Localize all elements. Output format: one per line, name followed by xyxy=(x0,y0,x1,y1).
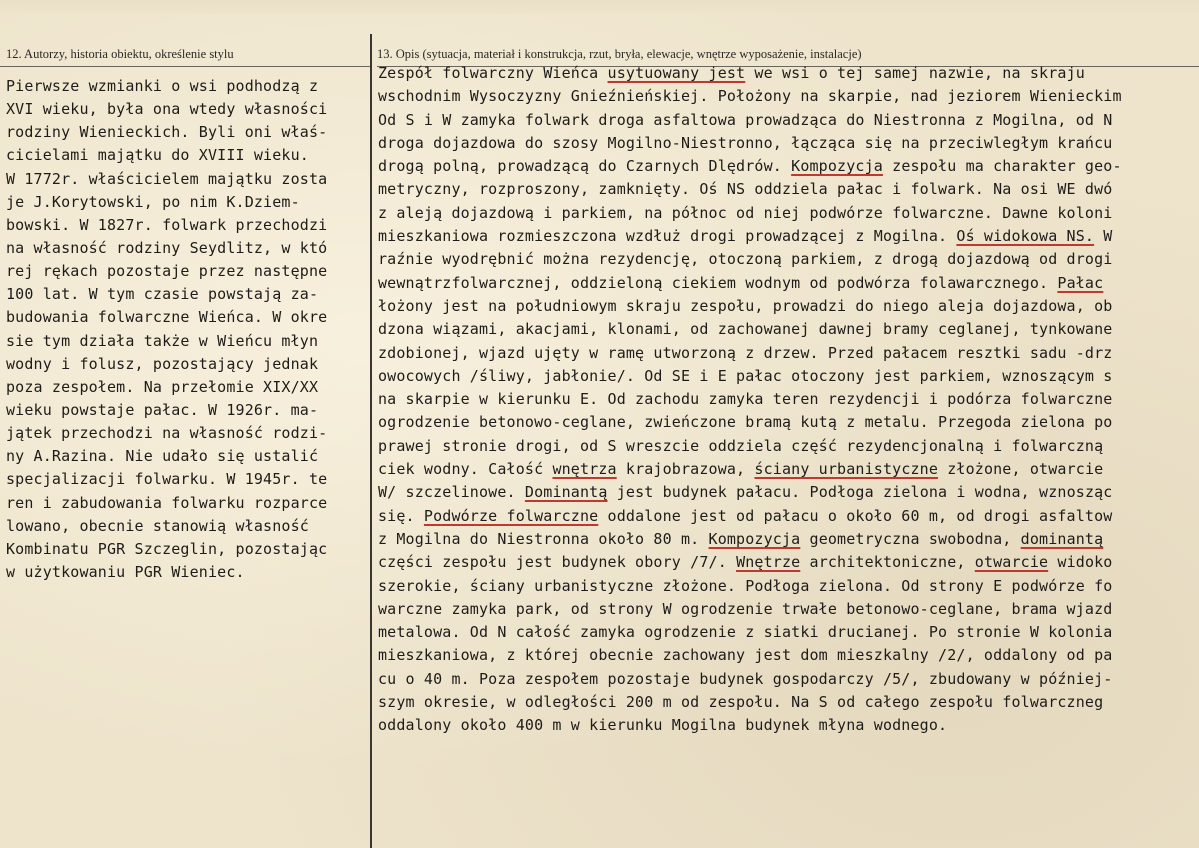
text-segment: Od S i W zamyka folwark droga asfaltowa prowadząca do Niestronna z Mogilna, od N xyxy=(378,110,1113,129)
history-text-line: 100 lat. W tym czasie powstają za- xyxy=(6,285,319,304)
history-text-line: specjalizacji folwarku. W 1945r. te xyxy=(6,470,328,489)
description-text-line xyxy=(378,598,1199,621)
text-segment: wewnątrzfolwarcznej, oddzieloną ciekiem wodnym od podwórza folawarcznego. xyxy=(378,273,1058,292)
text-segment: raźnie wyodrębnić można rezydencję, otoczoną parkiem, z drogą dojazdową od drogi xyxy=(378,250,1113,269)
text-segment: warczne zamyka park, od strony W ogrodzenie trwałe betonowo-ceglane, brama wjazd xyxy=(378,599,1113,618)
history-text-line: lowano, obecnie stanowią własność xyxy=(6,516,309,535)
description-text-line xyxy=(378,691,1199,714)
description-text-line xyxy=(378,551,1199,574)
description-text-line xyxy=(378,132,1199,155)
description-text-line xyxy=(378,435,1199,458)
text-segment: wschodnim Wysoczyzny Gnieźnieńskiej. Położony na skarpie, nad jeziorem Wienieckim xyxy=(378,87,1122,106)
history-text-line: w użytkowaniu PGR Wieniec. xyxy=(6,562,245,581)
description-text-line xyxy=(378,575,1199,598)
text-segment: W/ szczelinowe. xyxy=(378,483,525,502)
description-text-line xyxy=(378,388,1199,411)
text-segment: krajobrazowa, xyxy=(616,460,755,479)
text-segment: oddalony około 400 m w kierunku Mogilna budynek młyna wodnego. xyxy=(378,716,948,735)
left-column-header: 12. Autorzy, historia obiektu, określenie stylu xyxy=(6,47,234,61)
underlined-keyword: dominantą xyxy=(1020,529,1104,548)
text-segment: jest budynek pałacu. Podłoga zielona i wodna, wznosząc xyxy=(607,483,1113,502)
description-text-line xyxy=(378,505,1199,528)
description-text-line xyxy=(378,365,1199,388)
column-divider xyxy=(370,34,372,848)
text-segment: architektoniczne, xyxy=(800,553,975,572)
description-text-line xyxy=(378,714,1199,737)
description-text-line xyxy=(378,225,1199,248)
description-text-line xyxy=(378,272,1199,295)
description-text-line xyxy=(378,644,1199,667)
history-text-line: poza zespołem. Na przełomie XIX/XX xyxy=(6,377,319,396)
history-text-line: sie tym działa także w Wieńcu młyn xyxy=(6,331,319,350)
text-segment: cu o 40 m. Poza zespołem pozostaje budynek gospodarczy /5/, zbudowany w później- xyxy=(378,669,1113,688)
text-segment: z aleją dojazdową i parkiem, na północ od niej podwórze folwarczne. Dawne koloni xyxy=(378,203,1113,222)
history-text-line: W 1772r. właścicielem majątku zosta xyxy=(6,169,328,188)
text-segment: W xyxy=(1094,227,1113,246)
description-text-line xyxy=(378,109,1199,132)
text-segment: owocowych /śliwy, jabłonie/. Od SE i E pałac otoczony jest parkiem, wznoszącym s xyxy=(378,366,1113,385)
text-segment: zespołu ma charakter geo- xyxy=(882,157,1122,176)
description-text-line xyxy=(378,295,1199,318)
text-segment: mieszkaniowa, z której obecnie zachowany jest dom mieszkalny /2/, oddalony od pa xyxy=(378,646,1113,665)
description-text-line xyxy=(378,481,1199,504)
history-text-line: rej rękach pozostaje przez następne xyxy=(6,262,328,281)
text-segment: oddalone jest od pałacu o około 60 m, od drogi asfaltow xyxy=(598,506,1113,525)
description-text-line xyxy=(378,248,1199,271)
text-segment: ogrodzenie betonowo-ceglane, zwieńczone bramą kutą z metalu. Przegoda zielona po xyxy=(378,413,1113,432)
description-text-line xyxy=(378,178,1199,201)
description-text-line xyxy=(378,85,1199,108)
history-text-line: na własność rodziny Seydlitz, w któ xyxy=(6,238,328,257)
text-segment: we wsi o tej samej nazwie, na skraju xyxy=(745,64,1085,82)
text-segment: części zespołu jest budynek obory /7/. xyxy=(378,553,737,572)
history-text-line: budowania folwarczne Wieńca. W okre xyxy=(6,308,328,327)
description-text-line xyxy=(378,411,1199,434)
history-text-line: cicielami majątku do XVIII wieku. xyxy=(6,146,309,165)
text-segment: geometryczna swobodna, xyxy=(800,529,1021,548)
text-segment: się. xyxy=(378,506,424,525)
description-text-line xyxy=(378,528,1199,551)
text-segment: zdobionej, wjazd ujęty w ramę utworzoną z drzew. Przed pałacem resztki sadu -drz xyxy=(378,343,1113,362)
underlined-keyword: Dominantą xyxy=(524,483,608,502)
text-segment: łożony jest na południowym skraju zespołu, prowadzi do niego aleja dojazdowa, ob xyxy=(378,296,1113,315)
underlined-keyword: otwarcie xyxy=(974,553,1049,572)
history-text-column xyxy=(6,75,368,584)
underlined-keyword: Pałac xyxy=(1057,273,1104,292)
description-text-line xyxy=(378,668,1199,691)
text-segment: dzona wiązami, akacjami, klonami, od zachowanej dawnej bramy ceglanej, tynkowane xyxy=(378,320,1113,339)
history-text-line: wodny i folusz, pozostający jednak xyxy=(6,354,319,373)
underlined-keyword: Kompozycja xyxy=(708,529,801,548)
text-segment: widoko xyxy=(1048,553,1113,572)
underlined-keyword: Wnętrze xyxy=(736,553,801,572)
history-text-line: Kombinatu PGR Szczeglin, pozostając xyxy=(6,539,328,558)
underlined-keyword: wnętrza xyxy=(552,460,617,479)
text-segment: ciek wodny. Całość xyxy=(378,460,553,479)
left-header-divider xyxy=(0,66,370,67)
history-text-line: bowski. W 1827r. folwark przechodzi xyxy=(6,215,328,234)
description-text-line xyxy=(378,342,1199,365)
history-text-line: ny A.Razina. Nie udało się ustalić xyxy=(6,447,319,466)
page-top-edge xyxy=(0,0,1199,14)
history-text-line: Pierwsze wzmianki o wsi podhodzą z xyxy=(6,77,319,95)
text-segment: na skarpie w kierunku E. Od zachodu zamyka teren rezydencji i podórza folwarczne xyxy=(378,390,1113,409)
text-segment: metalowa. Od N całość zamyka ogrodzenie z siatki drucianej. Po stronie W kolonia xyxy=(378,623,1113,642)
text-segment: mieszkaniowa rozmieszczona wzdłuż drogi prowadzącej z Mogilna. xyxy=(378,227,957,246)
history-text-line: rodziny Wienieckich. Byli oni właś- xyxy=(6,123,328,142)
history-text-line: XVI wieku, była ona wtedy własności xyxy=(6,100,328,119)
underlined-keyword: Podwórze folwarczne xyxy=(423,506,599,525)
history-text-line: je J.Korytowski, po nim K.Dziem- xyxy=(6,192,300,211)
text-segment: drogą polną, prowadzącą do Czarnych Dlędrów. xyxy=(378,157,792,176)
underlined-keyword: usytuowany jest xyxy=(607,64,746,82)
right-column-header: 13. Opis (sytuacja, materiał i konstrukcja, rzut, bryła, elewacje, wnętrze wyposażenie, instalacje) xyxy=(377,47,862,61)
underlined-keyword: ściany urbanistyczne xyxy=(754,460,939,479)
underlined-keyword: Kompozycja xyxy=(791,157,883,176)
text-segment: droga dojazdowa do szosy Mogilno-Niestronno, łącząca się na przeciwległym krańcu xyxy=(378,133,1113,152)
text-segment: szerokie, ściany urbanistyczne złożone. Podłoga zielona. Od strony E podwórze fo xyxy=(378,576,1113,595)
description-text-line xyxy=(378,458,1199,481)
history-text-line: jątek przechodzi na własność rodzi- xyxy=(6,424,328,443)
text-segment: Zespół folwarczny Wieńca xyxy=(378,64,608,82)
history-text-line: ren i zabudowania folwarku rozparce xyxy=(6,493,328,512)
text-segment: szym okresie, w odległości 200 m od zespołu. Na S od całego zespołu folwarczneg xyxy=(378,693,1104,712)
description-text-line xyxy=(378,202,1199,225)
description-text-line xyxy=(378,62,1199,85)
text-segment: z Mogilna do Niestronna około 80 m. xyxy=(378,529,709,548)
underlined-keyword: Oś widokowa NS. xyxy=(956,227,1095,246)
description-text-line xyxy=(378,318,1199,341)
text-segment: metryczny, rozproszony, zamknięty. Oś NS oddziela pałac i folwark. Na osi WE dwó xyxy=(378,180,1113,199)
text-segment: prawej stronie drogi, od S wreszcie oddziela część rezydencjonalną i folwarczną xyxy=(378,436,1104,455)
description-text-line xyxy=(378,621,1199,644)
history-text-line: wieku powstaje pałac. W 1926r. ma- xyxy=(6,400,319,419)
description-text-column xyxy=(378,62,1199,738)
description-text-line xyxy=(378,155,1199,178)
text-segment: złożone, otwarcie xyxy=(938,460,1104,479)
